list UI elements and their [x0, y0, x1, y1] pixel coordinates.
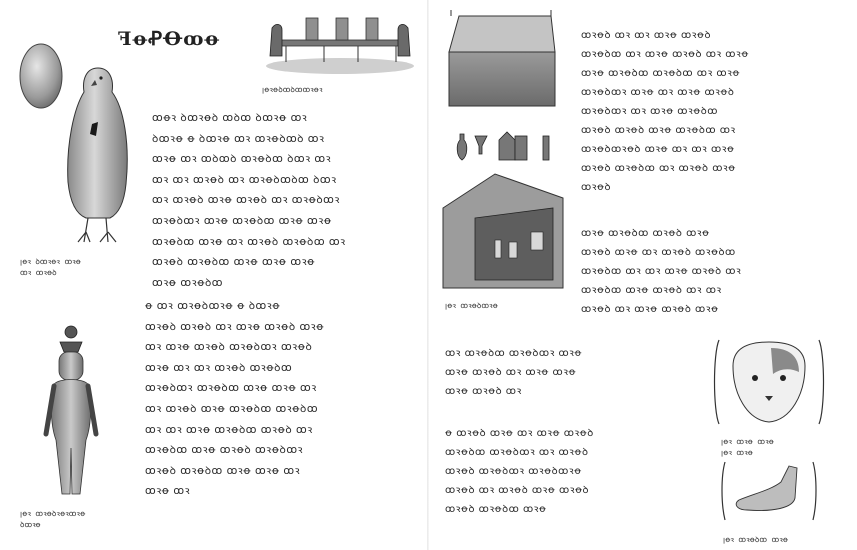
left-paragraph-1: ꝏꝋꝛ ꝺꝏꝛꝋꝺ ꝏꝺꝏ ꝺꝏꝛꝋ ꝏꝛ ꝺꝏꝛꝋ ꝋ ꝺꝏꝛꝋ ꝏꝛ ꝏꝛꝋꝺꝏꝺ ꝏꝛ ꝏꝛꝋ ꝏꝛ ꝏꝺꝏꝺ ꝏꝛꝋꝺꝏ ꝺꝏꝛ ꝏꝛ ꝏꝛ ꝏꝛ ꝏꝛꝋꝺ ꝏꝛ ꝏꝛꝋꝺꝏꝺꝏ ꝺꝏꝛ ꝏꝛ ꝏꝛꝋꝺ ꝏꝛꝋ ꝏꝛꝋꝺ ꝏꝛ ꝏꝛꝋꝺꝏꝛ ꝏꝛꝋꝺꝏꝛ ꝏꝛꝋ ꝏꝛꝋꝺꝏ ꝏꝛꝋ ꝏꝛꝋ ꝏꝛꝋꝺꝏ ꝏꝛꝋ ꝏꝛ ꝏꝛꝋꝺ ꝏꝛꝋꝺꝏ ꝏꝛ ꝏꝛꝋꝺ ꝏꝛꝋꝺꝏ ꝏꝛꝋ ꝏꝛꝋ ꝏꝛꝋ ꝏꝛꝋ ꝏꝛꝋꝺꝏ: [152, 112, 346, 289]
foot-caption: ꞁꝋꝛ ꝏꝛꝋꝺꝏ ꝏꝛꝋ: [723, 535, 789, 544]
left-page: [0, 0, 428, 550]
egg-illustration: [18, 38, 64, 110]
ferret-illustration: [711, 334, 827, 430]
right-paragraph-2: ꝏꝛꝋ ꝏꝛꝋꝺꝏ ꝏꝛꝋꝺ ꝏꝛꝋ ꝏꝛꝋꝺ ꝏꝛꝋ ꝏꝛ ꝏꝛꝋꝺ ꝏꝛꝋꝺꝏ ꝏꝛꝋꝺꝏ ꝏꝛ ꝏꝛ ꝏꝛꝋ ꝏꝛꝋꝺ ꝏꝛ ꝏꝛꝋꝺꝏ ꝏꝛꝋ ꝏꝛꝋꝺ ꝏꝛ ꝏꝛ ꝏꝛꝋꝺ ꝏꝛ ꝏꝛꝋ ꝏꝛꝋꝺ ꝏꝛꝋ: [581, 228, 742, 315]
house-caption: ꞁꝋꝛ ꝏꝛꝋꝺꝏꝛꝋ: [445, 301, 498, 310]
right-paragraph-3: ꝏꝛ ꝏꝛꝋꝺꝏ ꝏꝛꝋꝺꝏꝛ ꝏꝛꝋ ꝏꝛꝋ ꝏꝛꝋꝺ ꝏꝛ ꝏꝛꝋ ꝏꝛꝋ ꝏꝛꝋ ꝏꝛꝋꝺ ꝏꝛ: [445, 348, 582, 397]
right-page: [429, 0, 857, 550]
bird-caption: ꞁꝋꝛ ꝺꝏꝛꝋꝛ ꝏꝛꝋ ꝏꝛ ꝏꝛꝋꝺ: [20, 257, 81, 277]
foot-illustration: [719, 458, 819, 524]
right-paragraph-1: ꝏꝛꝋꝺ ꝏꝛ ꝏꝛ ꝏꝛꝋ ꝏꝛꝋꝺ ꝏꝛꝋꝺꝏ ꝏꝛ ꝏꝛꝋ ꝏꝛꝋꝺ ꝏꝛ ꝏꝛꝋ ꝏꝛꝋ ꝏꝛꝋꝺꝏ ꝏꝛꝋꝺꝏ ꝏꝛ ꝏꝛꝋ ꝏꝛꝋꝺꝏꝛ ꝏꝛꝋ ꝏꝛ ꝏꝛꝋ ꝏꝛꝋꝺ ꝏꝛꝋꝺꝏꝛ ꝏꝛ ꝏꝛꝋ ꝏꝛꝋꝺꝏ ꝏꝛꝋꝺ ꝏꝛꝋꝺ ꝏꝛꝋ ꝏꝛꝋꝺꝏ ꝏꝛ ꝏꝛꝋꝺꝏꝛꝋꝺ ꝏꝛꝋ ꝏꝛ ꝏꝛ ꝏꝛꝋ ꝏꝛꝋꝺ ꝏꝛꝋꝺꝏ ꝏꝛ ꝏꝛꝋꝺ ꝏꝛꝋ ꝏꝛꝋꝺ: [581, 30, 749, 193]
banquet-illustration: [262, 12, 418, 76]
page-heading: ꟻꝋꝒꝊꝏꝋ: [118, 28, 221, 50]
house-illustration: [435, 168, 573, 296]
ferret-caption: ꞁꝋꝛ ꝏꝛꝋ ꝏꝛꝋ ꞁꝋꝛ ꝏꝛꝋ: [721, 437, 774, 457]
statue-illustration: [40, 324, 102, 498]
bottles-illustration: [455, 124, 555, 162]
banquet-caption: ꞁꝋꝛꝋꝺꝏꝺꝏꝏꝛꝋꝛ: [262, 85, 323, 94]
right-paragraph-4: ꝋ ꝏꝛꝋꝺ ꝏꝛꝋ ꝏꝛ ꝏꝛꝋ ꝏꝛꝋꝺ ꝏꝛꝋꝺꝏ ꝏꝛꝋꝺꝏꝛ ꝏꝛ ꝏꝛꝋꝺ ꝏꝛꝋꝺ ꝏꝛꝋꝺꝏꝛ ꝏꝛꝋꝺꝏꝛꝋ ꝏꝛꝋꝺ ꝏꝛ ꝏꝛꝋꝺ ꝏꝛꝋ ꝏꝛꝋꝺ ꝏꝛꝋꝺ ꝏꝛꝋꝺꝏ ꝏꝛꝋ: [445, 428, 594, 515]
chest-illustration: [443, 10, 559, 110]
pigeon-illustration: [62, 64, 134, 246]
left-paragraph-2: ꝋ ꝏꝛ ꝏꝛꝋꝺꝏꝛꝋ ꝋ ꝺꝏꝛꝋ ꝏꝛꝋꝺ ꝏꝛꝋꝺ ꝏꝛ ꝏꝛꝋ ꝏꝛꝋꝺ ꝏꝛꝋ ꝏꝛ ꝏꝛꝋ ꝏꝛꝋꝺ ꝏꝛꝋꝺꝏꝛ ꝏꝛꝋꝺ ꝏꝛꝋ ꝏꝛ ꝏꝛ ꝏꝛꝋꝺ ꝏꝛꝋꝺꝏ ꝏꝛꝋꝺꝏꝛ ꝏꝛꝋꝺꝏ ꝏꝛꝋ ꝏꝛꝋ ꝏꝛ ꝏꝛ ꝏꝛꝋꝺ ꝏꝛꝋ ꝏꝛꝋꝺꝏ ꝏꝛꝋꝺꝏ ꝏꝛ ꝏꝛ ꝏꝛꝋ ꝏꝛꝋꝺꝏ ꝏꝛꝋꝺ ꝏꝛ ꝏꝛꝋꝺꝏ ꝏꝛꝋ ꝏꝛꝋꝺ ꝏꝛꝋꝺꝏꝛ ꝏꝛꝋꝺ ꝏꝛꝋꝺꝏ ꝏꝛꝋ ꝏꝛꝋ ꝏꝛ ꝏꝛꝋ ꝏꝛ: [145, 300, 325, 498]
statue-caption: ꞁꝋꝛ ꝏꝛꝋꝺꝛꝋꝛꝏꝛꝋ ꝺꝏꝛꝋ: [20, 509, 86, 529]
